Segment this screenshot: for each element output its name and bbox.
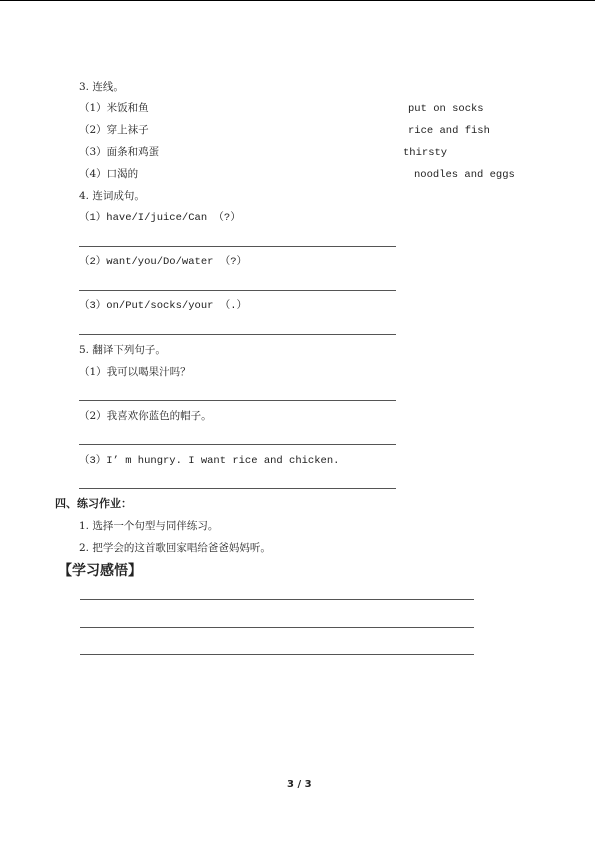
q4-item-3: （3）on/Put/socks/your （.） bbox=[79, 300, 248, 312]
q3-match-1: put on socks bbox=[408, 103, 484, 115]
q3-item-1: （1）米饭和鱼 bbox=[79, 102, 149, 114]
answer-line bbox=[79, 488, 396, 489]
page-top-border bbox=[0, 0, 595, 1]
section4-item-1: 1. 选择一个句型与同伴练习。 bbox=[79, 520, 219, 532]
q3-match-4: noodles and eggs bbox=[414, 169, 515, 181]
q3-match-3: thirsty bbox=[403, 147, 448, 159]
q5-item-2: （2）我喜欢你蓝色的帽子。 bbox=[79, 410, 212, 422]
q3-item-2: （2）穿上袜子 bbox=[79, 124, 149, 136]
answer-line bbox=[79, 246, 396, 247]
q5-title: 5. 翻译下列句子。 bbox=[79, 344, 166, 356]
q4-item-1: （1）have/I/juice/Can （?） bbox=[79, 212, 241, 224]
section4-item-2: 2. 把学会的这首歌回家唱给爸爸妈妈听。 bbox=[79, 542, 271, 554]
q5-item-3: （3）I’ m hungry. I want rice and chicken. bbox=[79, 455, 340, 467]
q3-title: 3. 连线。 bbox=[79, 81, 124, 93]
reflection-line bbox=[80, 654, 474, 655]
q3-item-4: （4）口渴的 bbox=[79, 168, 139, 180]
section4-title: 四、练习作业： bbox=[55, 497, 132, 510]
reflection-line bbox=[80, 627, 474, 628]
answer-line bbox=[79, 334, 396, 335]
reflection-title: 【学习感悟】 bbox=[58, 563, 142, 579]
answer-line bbox=[79, 400, 396, 401]
q4-item-2: （2）want/you/Do/water （?） bbox=[79, 256, 248, 268]
q3-item-3: （3）面条和鸡蛋 bbox=[79, 146, 160, 158]
answer-line bbox=[79, 290, 396, 291]
q5-item-1: （1）我可以喝果汁吗？ bbox=[79, 366, 191, 378]
answer-line bbox=[79, 444, 396, 445]
q3-match-2: rice and fish bbox=[408, 125, 490, 137]
page-number: 3 / 3 bbox=[287, 779, 312, 790]
q4-title: 4. 连词成句。 bbox=[79, 190, 145, 202]
reflection-line bbox=[80, 599, 474, 600]
